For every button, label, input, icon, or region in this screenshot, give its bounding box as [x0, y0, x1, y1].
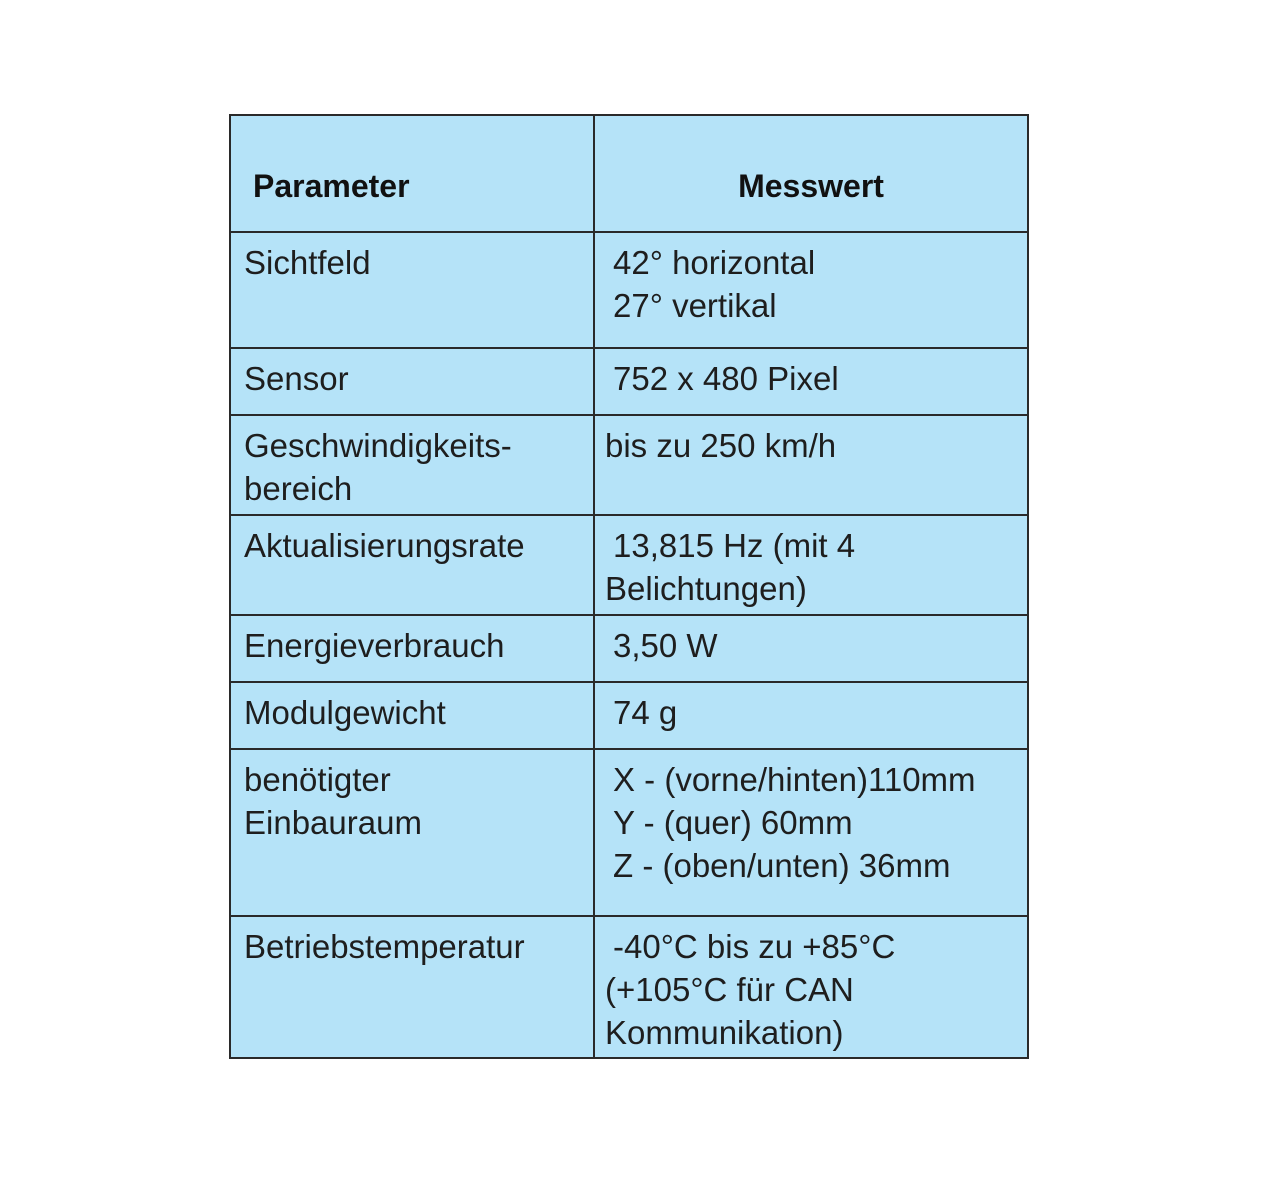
value-text: -40°C bis zu +85°C	[613, 928, 896, 965]
param-text: benötigter	[244, 761, 391, 798]
value-text: 42° horizontal	[613, 244, 816, 281]
param-text: bereich	[244, 470, 353, 507]
value-text: (+105°C für CAN	[605, 971, 854, 1008]
param-text: Aktualisierungsrate	[244, 527, 525, 564]
param-text: Energieverbrauch	[244, 627, 505, 664]
value-text: 752 x 480 Pixel	[613, 360, 839, 397]
value-cell	[594, 232, 1028, 348]
param-cell	[230, 348, 594, 415]
value-cell	[594, 916, 1028, 1058]
value-text: 3,50 W	[613, 627, 718, 664]
value-cell	[594, 515, 1028, 615]
header-value: Messwert	[594, 115, 1028, 232]
table-row	[230, 415, 1028, 515]
param-cell	[230, 916, 594, 1058]
param-cell	[230, 749, 594, 916]
param-text: Geschwindigkeits-	[244, 427, 512, 464]
param-cell	[230, 515, 594, 615]
value-text: Kommunikation)	[605, 1014, 844, 1051]
value-text: 74 g	[613, 694, 678, 731]
value-text: Y - (quer) 60mm	[613, 804, 853, 841]
param-text: Modulgewicht	[244, 694, 446, 731]
value-cell	[594, 348, 1028, 415]
value-cell	[594, 682, 1028, 749]
param-cell	[230, 232, 594, 348]
value-text: X - (vorne/hinten)110mm	[613, 761, 976, 798]
header-parameter: Parameter	[230, 115, 594, 232]
value-text: 27° vertikal	[613, 287, 777, 324]
value-cell	[594, 615, 1028, 682]
param-cell	[230, 615, 594, 682]
spec-table	[229, 114, 1029, 1059]
param-text: Betriebstemperatur	[244, 928, 525, 965]
table-row	[230, 232, 1028, 348]
table-row	[230, 348, 1028, 415]
value-text: Belichtungen)	[605, 570, 807, 607]
param-text: Sensor	[244, 360, 349, 397]
table-header-row	[230, 115, 1028, 232]
value-text: 13,815 Hz (mit 4	[613, 527, 856, 564]
param-text: Sichtfeld	[244, 244, 371, 281]
value-text: bis zu 250 km/h	[605, 427, 837, 464]
table-row	[230, 749, 1028, 916]
table-row	[230, 682, 1028, 749]
param-cell	[230, 682, 594, 749]
value-text: Z - (oben/unten) 36mm	[613, 847, 951, 884]
value-cell	[594, 749, 1028, 916]
param-text: Einbauraum	[244, 804, 422, 841]
table-row	[230, 916, 1028, 1058]
value-cell	[594, 415, 1028, 515]
param-cell	[230, 415, 594, 515]
table-row	[230, 515, 1028, 615]
table-row	[230, 615, 1028, 682]
